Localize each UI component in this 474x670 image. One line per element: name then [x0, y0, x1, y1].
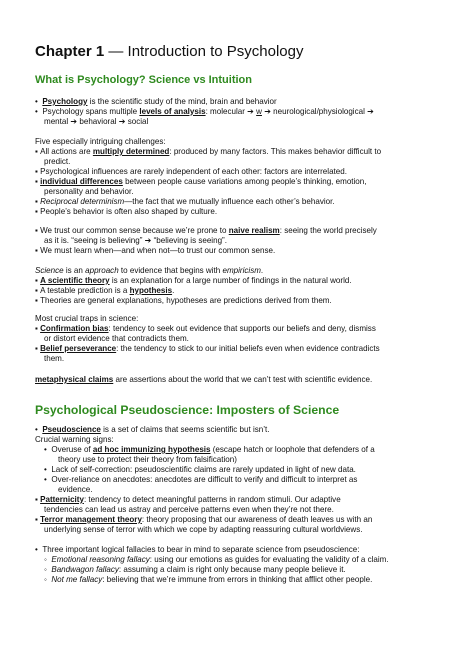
- list-item: • Psychology is the scientific study of the mind, brain and behavior: [35, 97, 277, 106]
- list-item: • Lack of self-correction: pseudoscientific claims are rarely updated in light of new data.: [44, 465, 356, 474]
- list-item: ◦ Emotional reasoning fallacy: using our emotions as guides for evaluating the validity of a claim.: [44, 555, 389, 564]
- list-item-continuation: evidence.: [58, 485, 93, 494]
- list-item-continuation: underlying sense of terror with which we cope by adapting reassuring cultural worldviews.: [44, 525, 363, 534]
- list-item-continuation: or distort evidence that contradicts them.: [44, 334, 189, 343]
- list-item-continuation: theory use to protect their theory from falsification): [58, 455, 237, 464]
- paragraph: Crucial warning signs:: [35, 435, 114, 444]
- paragraph: Five especially intriguing challenges:: [35, 137, 166, 146]
- list-item-continuation: mental ➔ behavioral ➔ social: [44, 117, 149, 126]
- list-item: ▪ individual differences between people cause variations among people’s thinking, emotion,: [35, 177, 367, 186]
- list-item-continuation: personality and behavior.: [44, 187, 134, 196]
- list-item: • Psychology spans multiple levels of analysis: molecular ➔ w ➔ neurological/physiological ➔: [35, 107, 374, 116]
- list-item: ▪ Patternicity: tendency to detect meaningful patterns in random stimuli. Our adaptive: [35, 495, 341, 504]
- list-item: ▪ Belief perseverance: the tendency to stick to our initial beliefs even when evidence contradicts: [35, 344, 380, 353]
- list-item: • Pseudoscience is a set of claims that seems scientific but isn’t.: [35, 425, 270, 434]
- list-item: ▪ Confirmation bias: tendency to seek out evidence that supports our beliefs and deny, dismiss: [35, 324, 376, 333]
- list-item: ▪ Theories are general explanations, hypotheses are predictions derived from them.: [35, 296, 332, 305]
- list-item: ▪ We trust our common sense because we’re prone to naive realism: seeing the world precisely: [35, 226, 377, 235]
- section-heading-psychology: What is Psychology? Science vs Intuition: [35, 74, 252, 86]
- list-item: ▪ A testable prediction is a hypothesis.: [35, 286, 175, 295]
- list-item: ▪ People’s behavior is often also shaped by culture.: [35, 207, 218, 216]
- list-item: ◦ Not me fallacy: believing that we’re immune from errors in thinking that afflict other people.: [44, 575, 373, 584]
- list-item-continuation: them.: [44, 354, 65, 363]
- paragraph: Science is an approach to evidence that begins with empiricism.: [35, 266, 264, 275]
- section-heading-pseudoscience: Psychological Pseudoscience: Imposters of Science: [35, 403, 340, 417]
- page-title: Chapter 1 — Introduction to Psychology: [35, 43, 304, 60]
- paragraph: metaphysical claims are assertions about the world that we can’t test with scientific evidence.: [35, 375, 373, 384]
- list-item: • Over-reliance on anecdotes: anecdotes are difficult to verify and difficult to interpret as: [44, 475, 358, 484]
- list-item: ◦ Bandwagon fallacy: assuming a claim is right only because many people believe it.: [44, 565, 346, 574]
- list-item-continuation: tendencies can lead us astray and perceive patterns even when they’re not there.: [44, 505, 334, 514]
- list-item: ▪ All actions are multiply determined: produced by many factors. This makes behavior difficult to: [35, 147, 382, 156]
- list-item: ▪ A scientific theory is an explanation for a large number of findings in the natural world.: [35, 276, 352, 285]
- paragraph: Most crucial traps in science:: [35, 314, 139, 323]
- list-item: ▪ Psychological influences are rarely independent of each other: factors are interrelated.: [35, 167, 347, 176]
- list-item: • Three important logical fallacies to bear in mind to separate science from pseudoscience:: [35, 545, 360, 554]
- list-item-continuation: as it is. “seeing is believing” ➔ “believing is seeing”.: [44, 236, 227, 245]
- list-item: ▪ We must learn when—and when not—to trust our common sense.: [35, 246, 276, 255]
- list-item-continuation: predict.: [44, 157, 71, 166]
- list-item: • Overuse of ad hoc immunizing hypothesis (escape hatch or loophole that defenders of a: [44, 445, 375, 454]
- list-item: ▪ Reciprocal determinism—the fact that we mutually influence each other’s behavior.: [35, 197, 335, 206]
- list-item: ▪ Terror management theory: theory proposing that our awareness of death leaves us with an: [35, 515, 373, 524]
